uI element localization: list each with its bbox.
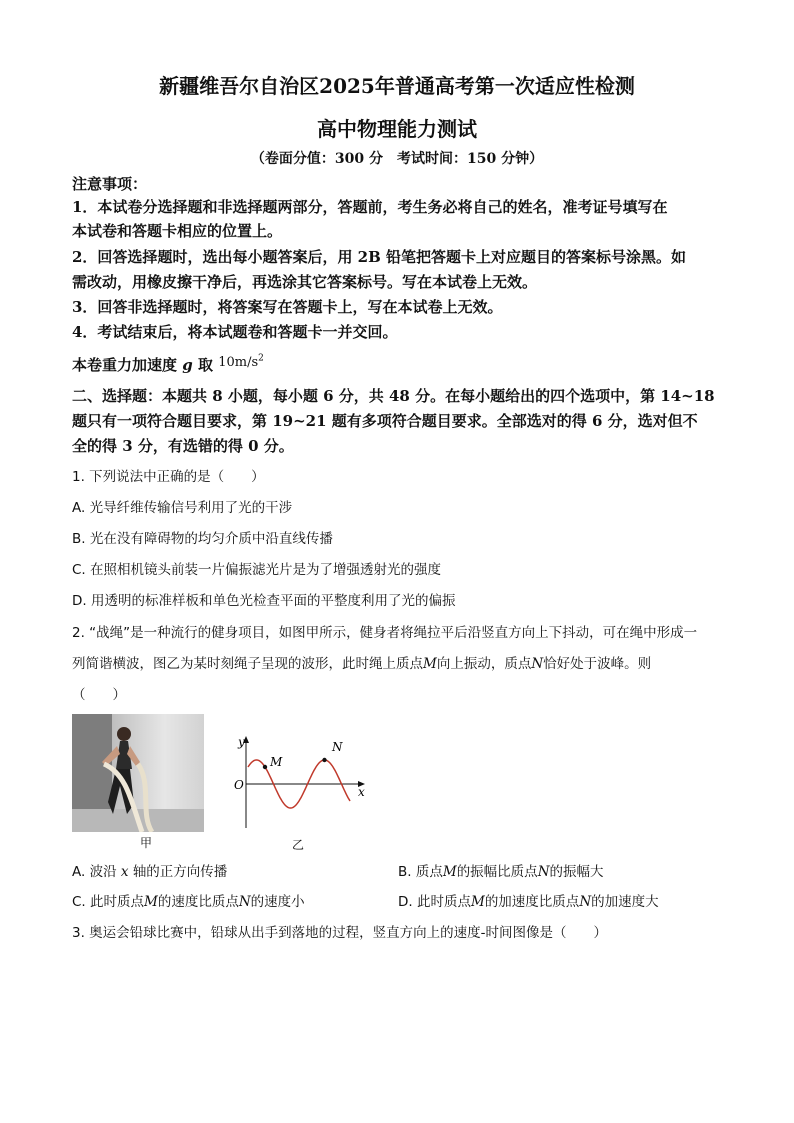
q1-option-d: D. 用透明的标准样板和单色光检查平面的平整度利用了光的偏振 (72, 593, 456, 609)
note-4: 4．考试结束后，将本试题卷和答题卡一并交回。 (72, 323, 398, 341)
note-1-line-1: 1．本试卷分选择题和非选择题两部分，答题前，考生务必将自己的姓名，准考证号填写在 (72, 198, 668, 216)
note-3: 3．回答非选择题时，将答案写在答题卡上，写在本试卷上无效。 (72, 298, 503, 316)
battle-rope-photo (72, 714, 204, 832)
q2-var-n: N (531, 656, 544, 672)
q2-a-var: x (120, 864, 129, 880)
q2-d-var-m: M (470, 894, 485, 910)
q2-c-var-n: N (238, 894, 251, 910)
q2-b-mid: 的振幅比质点 (456, 864, 538, 880)
q2-option-d (398, 890, 659, 910)
q2-stem-a: 列简谐横波，图乙为某时刻绳子呈现的波形，此时绳上质点 (72, 656, 423, 672)
q2-b-var-n: N (537, 864, 550, 880)
q2-a-post: 轴的正方向传播 (132, 864, 228, 880)
battle-rope-photo-illustration (72, 714, 204, 832)
q2-d-mid: 的加速度比质点 (484, 894, 580, 910)
point-m-label: M (270, 755, 283, 769)
q2-b-post: 的振幅大 (549, 864, 604, 880)
q1-option-a: A. 光导纤维传输信号利用了光的干涉 (72, 500, 293, 516)
q2-b-var-m: M (442, 864, 457, 880)
q2-b-pre: B. 质点 (398, 864, 443, 880)
q2-stem-line-3: （ ） (72, 687, 126, 703)
q2-option-b (398, 860, 604, 880)
gravity-prefix: 本卷重力加速度 (72, 356, 178, 374)
point-n-marker (322, 758, 326, 762)
q2-d-post: 的加速度大 (591, 894, 659, 910)
q2-c-post: 的速度小 (250, 894, 305, 910)
figure-b-caption: 乙 (292, 838, 305, 852)
q2-a-pre: A. 波沿 (72, 864, 117, 880)
section-line-1: 二、选择题：本题共 8 小题，每小题 6 分，共 48 分。在每小题给出的四个选项中，第 14~18 (72, 387, 715, 405)
q2-d-var-n: N (579, 894, 592, 910)
q2-c-pre: C. 此时质点 (72, 894, 145, 910)
gravity-exponent: 2 (258, 353, 264, 364)
q2-c-mid: 的速度比质点 (157, 894, 239, 910)
q2-stem-b: 向上振动，质点 (436, 656, 532, 672)
q1-option-b: B. 光在没有障碍物的均匀介质中沿直线传播 (72, 531, 333, 547)
y-axis-label: y (238, 735, 245, 749)
exam-info: （卷面分值：300 分 考试时间：150 分钟） (250, 151, 544, 167)
wave-diagram (228, 732, 373, 832)
exam-subtitle: 高中物理能力测试 (317, 117, 477, 141)
q2-option-c (72, 890, 305, 910)
notes-heading: 注意事项： (72, 175, 148, 193)
gravity-value-text: 10m/s (218, 355, 259, 370)
gravity-note (72, 354, 264, 375)
x-axis-label: x (358, 785, 365, 799)
section-line-3: 全的得 3 分，有选错的得 0 分。 (72, 437, 294, 455)
q2-d-pre: D. 此时质点 (398, 894, 471, 910)
note-1-line-2: 本试卷和答题卡相应的位置上。 (72, 222, 283, 240)
figure-a-caption: 甲 (140, 836, 153, 850)
gravity-value (218, 355, 264, 370)
note-2-line-2: 需改动，用橡皮擦干净后，再选涂其它答案标号。写在本试卷上无效。 (72, 273, 538, 291)
q2-c-var-m: M (144, 894, 158, 910)
gravity-mid: 取 (197, 356, 213, 374)
note-2-line-1: 2．回答选择题时，选出每小题答案后，用 2B 铅笔把答题卡上对应题目的答案标号涂黑。如 (72, 248, 687, 266)
q2-stem-c: 恰好处于波峰。则 (543, 656, 652, 672)
q2-option-a (72, 860, 227, 880)
q2-stem-line-2 (72, 652, 651, 672)
q1-stem: 1. 下列说法中正确的是（ ） (72, 469, 265, 485)
gravity-var: g (182, 356, 193, 374)
q2-var-m: M (423, 656, 437, 672)
origin-label: O (234, 778, 244, 792)
point-m-marker (263, 765, 267, 769)
q3-stem: 3. 奥运会铅球比赛中，铅球从出手到落地的过程，竖直方向上的速度-时间图像是（ ） (72, 925, 608, 941)
section-line-2: 题只有一项符合题目要求，第 19~21 题有多项符合题目要求。全部选对的得 6 分，选对但不 (72, 412, 698, 430)
q2-stem-line-1: 2. “战绳”是一种流行的健身项目，如图甲所示，健身者将绳拉平后沿竖直方向上下抖动，可在绳中形成一 (72, 625, 698, 641)
point-n-label: N (332, 740, 343, 754)
exam-title: 新疆维吾尔自治区2025年普通高考第一次适应性检测 (159, 74, 635, 98)
q1-option-c: C. 在照相机镜头前装一片偏振滤光片是为了增强透射光的强度 (72, 562, 442, 578)
